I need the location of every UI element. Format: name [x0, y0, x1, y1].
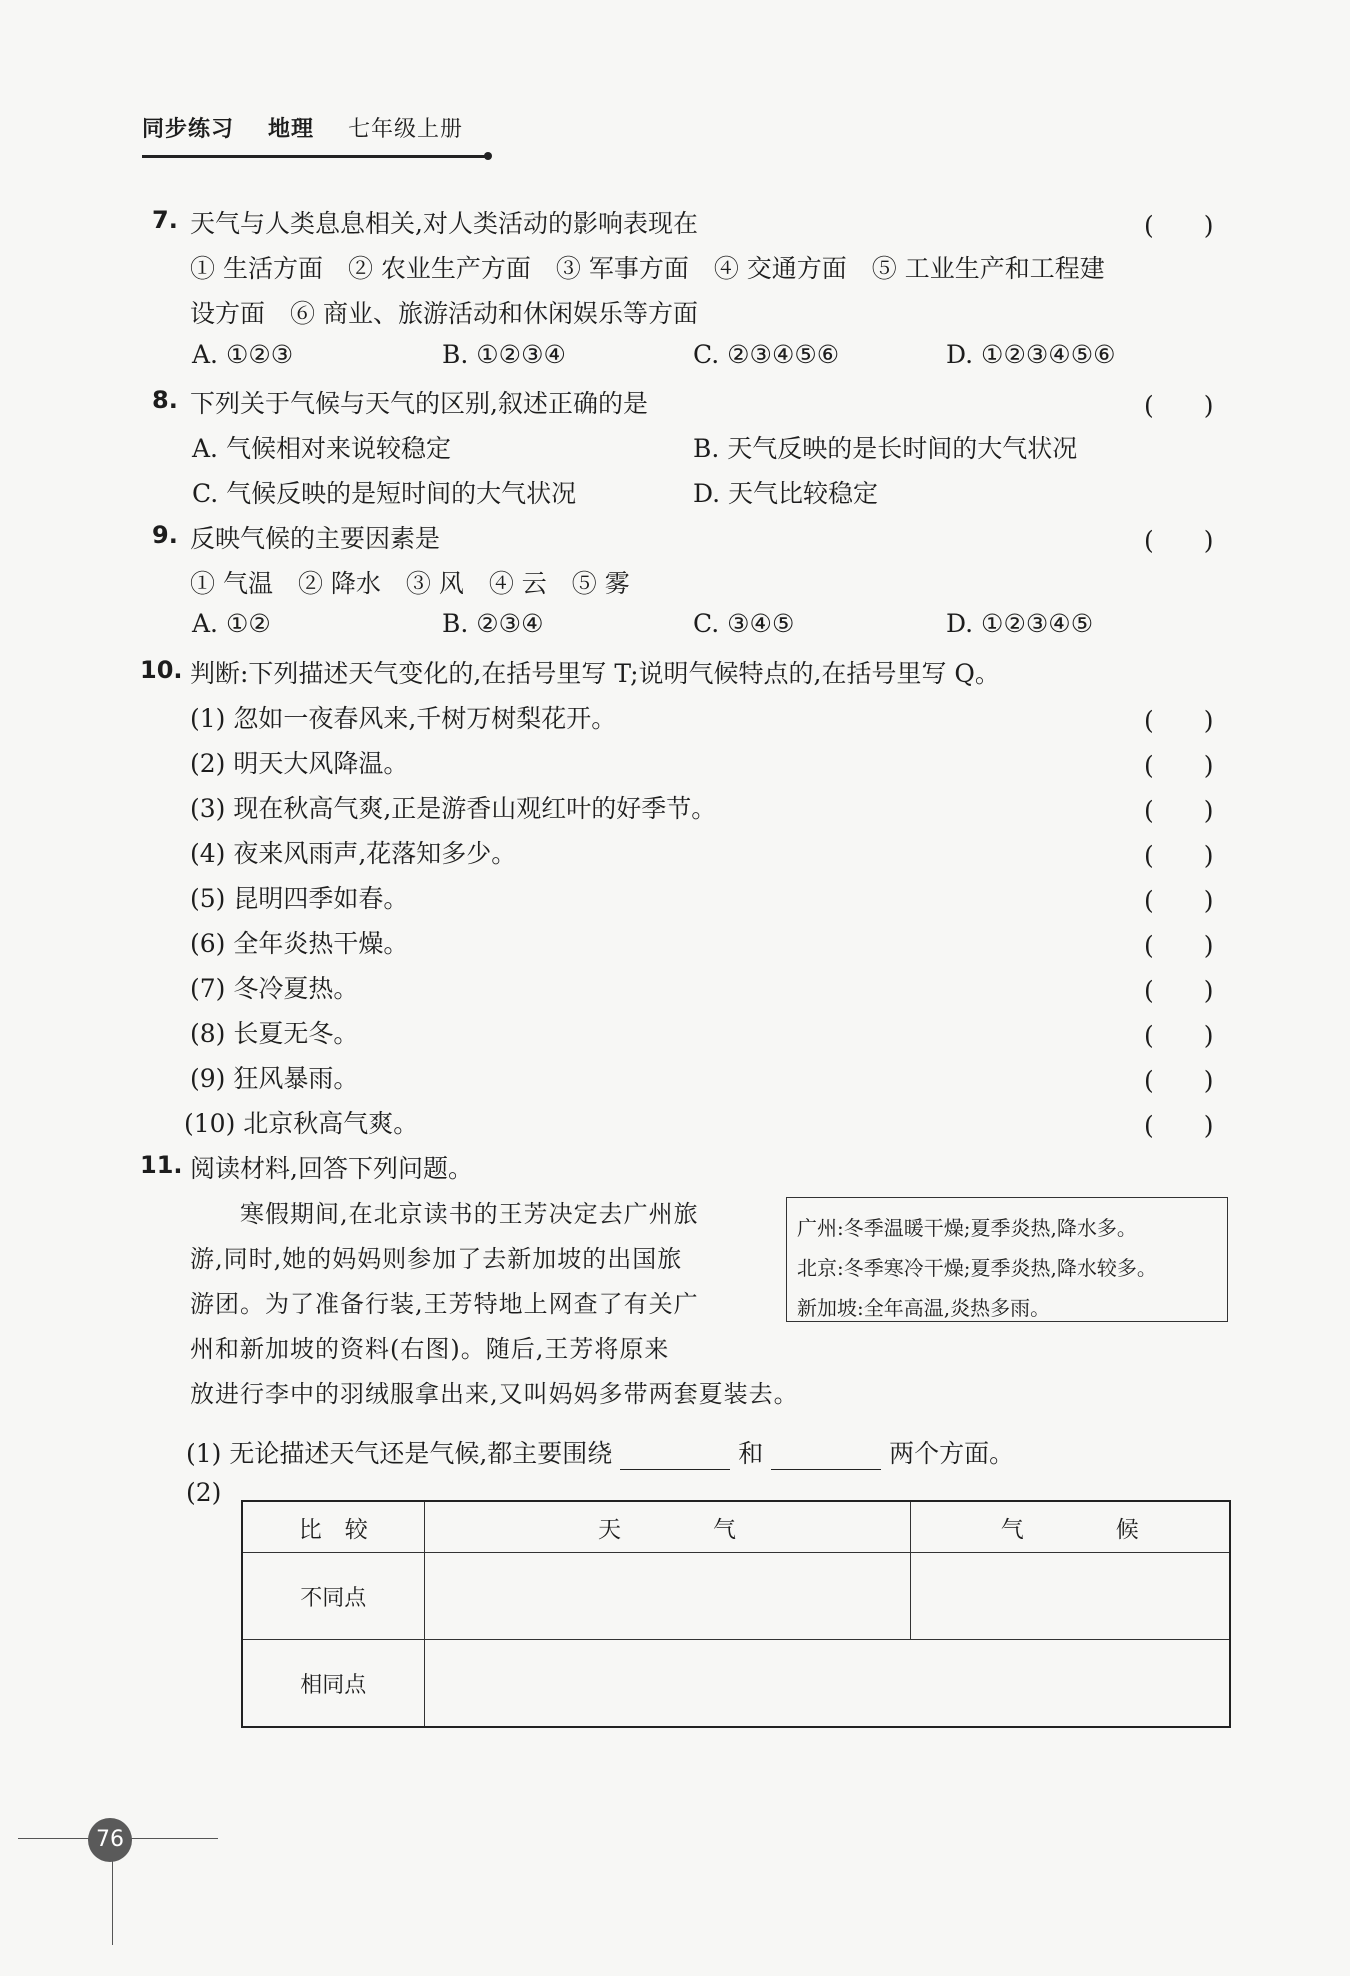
q7-option-c: C. ②③④⑤⑥ [693, 340, 840, 369]
q10-item-2: (2) 明天大风降温。 [190, 749, 409, 778]
table-header-weather: 天 气 [424, 1501, 910, 1553]
q9-answer-paren[interactable]: ( ) [1144, 526, 1214, 555]
q10-answer-paren-4[interactable]: ( ) [1144, 841, 1214, 870]
q10-stem: 判断:下列描述天气变化的,在括号里写 T;说明气候特点的,在括号里写 Q。 [190, 659, 1000, 688]
q11-sub1-blank-1[interactable] [620, 1443, 730, 1470]
q10-number: 10. [140, 656, 183, 684]
comparison-table [241, 1500, 1231, 1728]
q7-option-b: B. ①②③④ [442, 340, 566, 369]
q11-material-line4: 州和新加坡的资料(右图)。随后,王芳将原来 [190, 1335, 670, 1363]
table-row-differences-label: 不同点 [242, 1553, 424, 1640]
q10-answer-paren-8[interactable]: ( ) [1144, 1021, 1214, 1050]
q7-option-a: A. ①②③ [192, 340, 294, 369]
header-grade: 七年级上册 [348, 117, 464, 142]
q9-option-b: B. ②③④ [442, 609, 544, 638]
q10-item-9: (9) 狂风暴雨。 [190, 1064, 359, 1093]
q11-sub2-label: (2) [186, 1478, 222, 1507]
q8-answer-paren[interactable]: ( ) [1144, 391, 1214, 420]
page-header [142, 112, 489, 143]
q9-option-d: D. ①②③④⑤ [946, 609, 1094, 638]
q10-answer-paren-6[interactable]: ( ) [1144, 931, 1214, 960]
q11-material-line3: 游团。为了准备行装,王芳特地上网查了有关广 [190, 1290, 699, 1318]
q11-sub1-prefix: (1) 无论描述天气还是气候,都主要围绕 [186, 1439, 613, 1468]
q8-option-c: C. 气候反映的是短时间的大气状况 [192, 479, 577, 508]
q11-sub1-suffix: 两个方面。 [889, 1439, 1015, 1468]
q10-item-10: (10) 北京秋高气爽。 [184, 1109, 419, 1138]
q7-items-line2: 设方面 ⑥ 商业、旅游活动和休闲娱乐等方面 [190, 299, 698, 328]
q8-number: 8. [152, 386, 178, 414]
q11-stem: 阅读材料,回答下列问题。 [190, 1154, 473, 1183]
q10-answer-paren-3[interactable]: ( ) [1144, 796, 1214, 825]
table-cell-weather-differences[interactable] [424, 1553, 910, 1640]
q11-material-line5: 放进行李中的羽绒服拿出来,又叫妈妈多带两套夏装去。 [190, 1380, 799, 1408]
q10-item-5: (5) 昆明四季如春。 [190, 884, 409, 913]
q8-option-d: D. 天气比较稳定 [693, 479, 879, 508]
q7-items-line1: ① 生活方面 ② 农业生产方面 ③ 军事方面 ④ 交通方面 ⑤ 工业生产和工程建 [190, 254, 1105, 283]
q9-items: ① 气温 ② 降水 ③ 风 ④ 云 ⑤ 雾 [190, 569, 630, 598]
table-cell-similarities[interactable] [424, 1640, 1230, 1728]
q10-answer-paren-1[interactable]: ( ) [1144, 706, 1214, 735]
q11-sub1-mid: 和 [738, 1439, 764, 1468]
q11-sub1-blank-2[interactable] [771, 1443, 881, 1470]
q10-item-3: (3) 现在秋高气爽,正是游香山观红叶的好季节。 [190, 794, 717, 823]
q10-answer-paren-9[interactable]: ( ) [1144, 1066, 1214, 1095]
q11-number: 11. [140, 1151, 183, 1179]
q9-stem: 反映气候的主要因素是 [190, 524, 441, 553]
table-header-climate: 气 候 [910, 1501, 1230, 1553]
q10-answer-paren-5[interactable]: ( ) [1144, 886, 1214, 915]
q9-option-c: C. ③④⑤ [693, 609, 795, 638]
q7-number: 7. [152, 206, 178, 234]
q10-item-4: (4) 夜来风雨声,花落知多少。 [190, 839, 517, 868]
header-subject: 地理 [268, 117, 315, 142]
q7-answer-paren[interactable]: ( ) [1144, 211, 1214, 240]
q9-number: 9. [152, 521, 178, 549]
q11-material-line2: 游,同时,她的妈妈则参加了去新加坡的出国旅 [190, 1245, 683, 1273]
q8-option-a: A. 气候相对来说较稳定 [192, 434, 451, 463]
q7-stem: 天气与人类息息相关,对人类活动的影响表现在 [190, 209, 698, 238]
table-row-similarities-label: 相同点 [242, 1640, 424, 1728]
q10-item-8: (8) 长夏无冬。 [190, 1019, 359, 1048]
q10-item-7: (7) 冬冷夏热。 [190, 974, 359, 1003]
q8-stem: 下列关于气候与天气的区别,叙述正确的是 [190, 389, 648, 418]
box-line-beijing: 北京:冬季寒冷干燥;夏季炎热,降水较多。 [797, 1256, 1157, 1280]
climate-info-box [786, 1197, 1228, 1322]
box-line-singapore: 新加坡:全年高温,炎热多雨。 [797, 1296, 1051, 1320]
q10-answer-paren-7[interactable]: ( ) [1144, 976, 1214, 1005]
header-series: 同步练习 [142, 117, 235, 142]
q9-option-a: A. ①② [192, 609, 271, 638]
q10-answer-paren-2[interactable]: ( ) [1144, 751, 1214, 780]
q7-option-d: D. ①②③④⑤⑥ [946, 340, 1116, 369]
header-rule-dot [484, 152, 492, 160]
page-number: 76 [88, 1818, 132, 1862]
q8-option-b: B. 天气反映的是长时间的大气状况 [693, 434, 1078, 463]
q11-sub1 [186, 1434, 1014, 1470]
q10-item-6: (6) 全年炎热干燥。 [190, 929, 409, 958]
table-cell-climate-differences[interactable] [910, 1553, 1230, 1640]
q11-material-line1: 寒假期间,在北京读书的王芳决定去广州旅 [240, 1200, 699, 1228]
box-line-guangzhou: 广州:冬季温暖干燥;夏季炎热,降水多。 [797, 1216, 1137, 1240]
q10-answer-paren-10[interactable]: ( ) [1144, 1111, 1214, 1140]
header-rule [142, 155, 487, 158]
table-header-compare: 比 较 [242, 1501, 424, 1553]
q10-item-1: (1) 忽如一夜春风来,千树万树梨花开。 [190, 704, 617, 733]
